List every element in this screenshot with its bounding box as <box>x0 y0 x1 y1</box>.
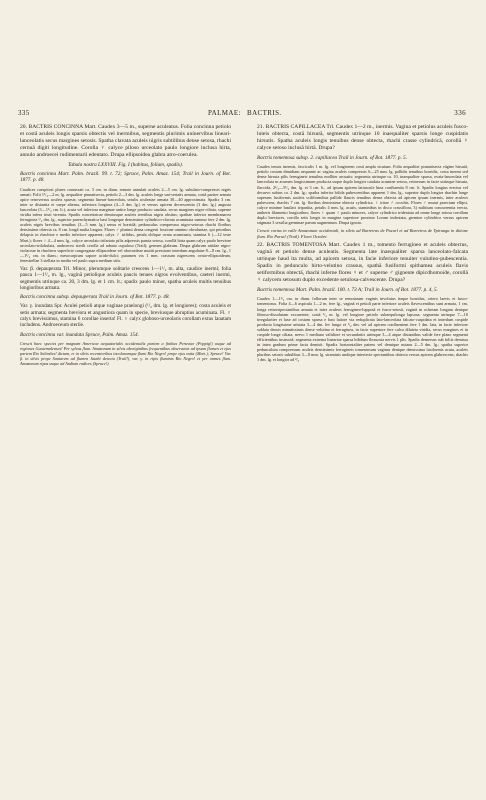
species-20-description: Caudices caespitosi plures connexati ca. 3 cm. in diam. remote annulati aculeis 2—5 cm. lg. subulato-compressis nigris armati. Folii 1¹/₂—2 m. lg. aequaliter pinnatisecta, petiolo 2—3 dm. lg. aculeis longe uni-seriatis armata, costā pariter armata apice retroversus aculeis sparsis; segmenta lineari-lanceolata, setulis aculeatae armata 30—40 approximata. Spadix 3 cm. inter se distantia et saepe alterna, inferiora longiora (4—5 dm. lg.) et versus apicem decrescentia (3 dm. lg.) angusta lanceolata (3—1¹/₂ cm. lt.), acuta vel inferiora marginae antice longe producto caudata, secus margines nigro-ciliata, superne viridia infera tristi virentia. Spadix concentricae densiusque aculeis teretibus nigris obsitus; spathae inferior membranacea ferruginea ¹/₂ dm. lg., superior parenchymatica basi longeque densissime cylindrico-clavata acuminata summo fere 2 dm. lg. aculeis nigris brevibus tenuibus (3—5 mm. lg.) sensu et horridā; pedunculus compressus nigro-setosus rhachi floribus densissime obtecta ca. 8 cm. longā multa longior. Flores ♂ plurimi densa congesti fossione omnino obvoluntae, qui priorthus delapsis in rhachioe e medio inferiore apparent; calyx ♂ trifidus, petala oblique ovata acuminata, stamina 6 (—12 teste Mart.); flores ♀ 4—4 mm. lg., calyce urceolato trifariato pilis adpressis paruta setosa, corollā hirta quam calyx paulo breviore urceolato-trilobulata, androeceo sterili cerolla ad adnato cupuloso (Trail); germen glabrum. Drupa glabrum nitidae nigro-violaceae in rhacheos superficie congregatae ellipsoideae vel obovoideae mutiti pressione interdum angulatae 8—8 cm. lg., 1—1¹/₂ cm. in diam.; mesocarpium sapore acido-dulci; putamen vix 1 mm. crassum nigrescens ovato-ellipsoideum, fenestrellae 3 stellata in media vel paulo supra medium sitis. <box>20 186 231 263</box>
species-20-diagnosis: 20. BACTRIS CONCINNA Mart. Caudex 3—5 m., superne aculeatus. Folia concinna petiolo et costā aculeis longis sparsis obtectis vel inermibus, segmentis plurimis unínervibus lineari-lanceolatis secus margines setosis. Spatha clavata aculeis nigris subtilibus dense setosa, rhachi cernuā digiti longitudine. Corolla ♀ calyce piloso urceolato paulo longiore inclusa hirta, annulo androecei rudimentarii edentato. Drupa ellipsoidea glabra atro-coerulea. <box>20 124 232 158</box>
variety-gamma: Var. γ. inundata Spr. Aculei petioli atque vaginae praelongi (¹/₂ dm. lg. et longiores); costa aculeis et setis armata; segmenta breviora et angustiora quam in specie, breviusque abruptius acuminata. Fl. ♀ calyx brevissimus, stamina 6 corollae inserta! Fl. ♀ calyx globoso-urceolaris corollam extus lanatam includens. Androeceum sterile. <box>20 303 231 329</box>
right-column <box>257 124 468 366</box>
species-20-citation: Bactris concinna Mart. Palm. brazil. 99. t. 72; Spruce, Palm. Amaz. 154; Trail in Journ. of Bot. 1877. p. 48. <box>20 171 231 184</box>
species-20-habitat: Crescit haec species per magnam Americae aequatorialis occidentalis partem a finibus Peruviae (Poppig!) usque ad regiones Guatemalenses! Per sylvas flum. Amazonum in silvis aboriginibus frequentibus observatur ad ipsum flumen et ejus partem Rio Solimões! dictum, et in silvis recentioribus incolarumque flumi Rio Negro! prope ejus ostia (Mart.); Spruce! Var. β. in silvis prope Santarem ad flumen Jatahi detecta (Trail!), var. γ. in ripis fluminis Rio Negro! et per omnes flum. Amazonum ripas usque ad Andium radices (Spruce!). <box>20 340 231 367</box>
species-22-description: Caudex 1—1¹/₂ cm. in diam. follorum inter se remotarum vaginis involutus itaque horridus, cetero laevis et fusco-tomentosus. Folia 4—6 aspicula 1—2 m. fere lg., vaginā et petioli parte inferiore aculeis flavescentibus sunt armata, 1 cm. longa retrorsipectantibus armata et inter aculeos ferrugineo-lupposā et fusco-setosā, vaginā in ochream longam denique fibroso-dissolutam excurrente, costā ¹/₂ m. lg. vel longiore petiolo subaequilonga lapsosa; segmenta utrinque 7—10 irregulariter et laxe ad costam sparsa e basi latiore via reduplicata lato-lanceolata falcato-cuspidata et interdum cuspide producta longissime aristata 3—4 dm. lev lungo et ¹/₂ dm. vel ad apicem confluentem fere 1 dm. lata, in facie inferiore sublata densis minutissimis dense velutina et ferruginea, in facie superiore fere calva diluteia viridia, secus margines et in cuspide longe ciliata, nervo 1 mediano validiore et secundariis utrinque 3—4 atque distantibus valide fere plano segmenti efficientibus instructā; segmenta extrema lineariae sparsa bifidum flexuosia nervis 1 plis. Spadix demersus sub foliis demissa in intea gradum prime facta demisit. Spadix horizontaliter patens vel demique nutans 2—5 dm. lg.; spatha superior pedunculum compressum aculeis densissimis ferrugineis tomentosum vaginas denique densissima fusiformis acuta, aculeis pluribus setosis subulibus 3—8 mm. lg. straminis undique interiecte spectantibus obtecta versus apicem glabrescens; rhachis 1 dm. lg. et longior ad ²/₃ <box>257 296 468 363</box>
running-title-left: PALMAE: <box>208 109 241 117</box>
running-header <box>18 109 466 119</box>
running-title-right: BACTRIS. <box>247 109 282 117</box>
plate-reference: Tabula nostra LXXVIII. Fig. I (habitus, folium, spadix). <box>67 162 184 168</box>
species-22-diagnosis: 22. BACTRIS TOMENTOSA Mart. Caudex 1 m., tomento ferrugineo et aculeis obtectus, vaginā et petiolo dense aculeatis. Segmenta late inaequaliter sparsa lanceolato-falcata utrinque haud ita multa, ad apicem setosa, in facie inferiore tenuiter vulutino-pubescentia. Spadix in pedunculo hirto-velutino crassus, spathā fusiformi spithamea aculeis flavis setiformibus obtectā, rhachi inferne flores ♀ et ♂ superne ♂ gignente dipicdhomoide, corollā ♀ calycem setosum duplo excedente setulosa-calvescente. Drupa? <box>257 242 468 284</box>
species-21-diagnosis: 21. BACTRIS CAPILLACEA Trl. Caudex 1—2 m., inermis. Vagina et petiolus aculeis fusco-luteis obtecta, costā hirsutā, segmentis utrinque 10 inaequaliter sparsis longe cuspidatis hirsutis. Spatha aculeis longis tenuibus dense obtecta, rhachi crasse cylindricā, corollā ♀ calyce setoso inclusā hirtā. Drupa? <box>257 124 468 151</box>
variety-beta: Var. β. depauperata Trl. Minor, plerumque solitarie crescens 1—1¹/₂ m. alta, caudice inermi; folia pauca 1—1¹/₂ m. lg., vaginā petiolique aculeis paucis tenues nigros evolventibus, caeteri inermi, segmentis utrinque ca. 20, 3 dm. lg. et 1 cm. lt.; spadix paulo minor, spatha aculeis multis tenuibus longioribus armata. <box>20 266 231 291</box>
species-21-description: Caudex tenuis inermis, fasciculis 1 m. lg. vel longiorem costi ampla sicutum. Folia aequaliter pinnatisecta vāgine hirsutā, petiolo costam dimidiam aequante ac vagina aculeis compressis 6—25 mm. lg. pallidis tenuibus horridis, costa inermi sed dense hirsuta pilis ferrugineis tenuibus molliter arcuatis; segmenta utrinque ca. 10, inaequaliter sparsa, ovata-lanceolata vel lanceolata in acumen longissimum producta usque duplo longior caudata acumine setoso, retrorsum in facie utrinque hirsuta, flaccida, 2¹/₂—5¹/₂ dm. lg. et 3 cm. lt., ad ipsum apicem latiuscule bina confluentia 8 cm. lt. Spadix longius erectus vel decurvo subtus ca. 2 dm. lg.; spatha inferior bifida pubescentibus apparent 1 dm. lg., superior duplo longior rhachin longe superans fusiformis aculeis sciliformibus pallide flaucis tenuibus dense obtecta ad apicem ipsum inermis, inter aculeos pubescens; rhachis 7 cm. lg. floribus densissime obtecta cylindrica. ♀ tritae ♂ occultis. Flores ♂ mutui praecium ellipsi, calyce minime basilaci tripartita, petalis 4 mm. lg. acutis, staminibus in disco crassiflora, 3) militium concurrentia erecta, antheris filamento longioribus; flores ♀ quam ♂ paulo minores, calyce cylindrico tridentata ad omne longe setosa corollam duplo breviores, corolla setis longis in margine superiore proximo Lorum indentata, germine cylindrico versus apicem stigmata 3 sessilia germinae parum augmentum. Drupa ignota. <box>257 164 468 226</box>
species-22-citation: Bactris tomentosa Mart. Palm. brazil. 100. t. 73 A; Trail in Journ. of Bot. 1877. p. 4, 5. <box>257 287 438 294</box>
variety-beta-citation: Bactris concinna subsp. depauperata Trail in Journ. of Bot. 1877. p. 48. <box>20 294 170 301</box>
variety-gamma-citation: Bactris concinna var. inundata Spruce, Palm. Amaz. 154. <box>20 331 139 338</box>
species-21-habitat: Crescit rarius in valle Amazonum occidentali, in silvis ad Barreiras de Pacarl et ad Barreiros de Ypiranga in ditione flum. Rio Purus! (Trail). Floret Octobri. <box>257 228 468 239</box>
page-number-left: 335 <box>18 109 30 117</box>
left-column <box>20 124 231 369</box>
species-21-citation: Bactris tomentosa subsp. 2. capillacea Trail in Journ. of Bot. 1877. p. 5. <box>257 155 408 161</box>
page-number-right: 336 <box>454 109 466 117</box>
